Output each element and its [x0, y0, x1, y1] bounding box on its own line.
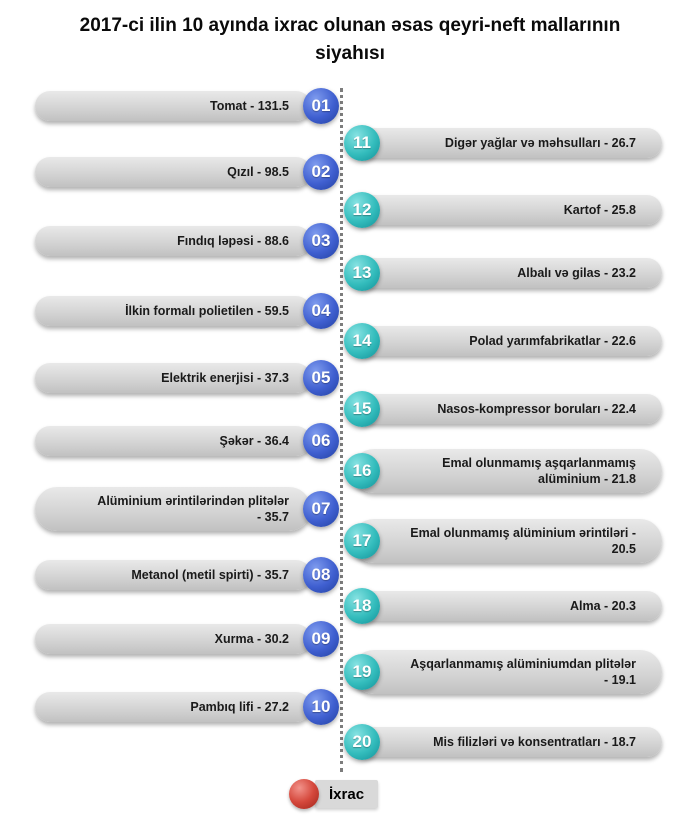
list-item — [352, 591, 662, 621]
item-label: Polad yarımfabrikatlar - 22.6 — [469, 333, 636, 348]
list-item — [352, 519, 662, 563]
item-number-badge: 06 — [303, 423, 339, 459]
item-number-badge: 19 — [344, 654, 380, 690]
item-pill — [352, 394, 662, 424]
item-pill — [352, 128, 662, 158]
export-dot-icon — [289, 779, 319, 809]
item-label: Alma - 20.3 — [569, 598, 636, 613]
list-item — [352, 128, 662, 158]
item-label: Nasos-kompressor boruları - 22.4 — [437, 401, 636, 416]
item-label: Tomat - 131.5 — [210, 98, 289, 113]
list-item — [35, 692, 331, 722]
item-number-badge: 03 — [303, 223, 339, 259]
item-pill — [35, 487, 311, 531]
item-number-badge: 09 — [303, 621, 339, 657]
item-number-badge: 05 — [303, 360, 339, 396]
item-number-badge: 07 — [303, 491, 339, 527]
export-legend — [289, 779, 378, 809]
item-label: Emal olunmamış alüminium ərintiləri - 20.5 — [410, 525, 636, 556]
list-item — [352, 326, 662, 356]
item-pill — [352, 727, 662, 757]
item-pill — [35, 692, 311, 722]
list-item — [352, 449, 662, 493]
item-label: Mis filizləri və konsentratları - 18.7 — [433, 734, 636, 749]
item-pill — [35, 624, 311, 654]
item-number-badge: 20 — [344, 724, 380, 760]
item-number-badge: 14 — [344, 323, 380, 359]
item-pill — [35, 157, 311, 187]
item-number-badge: 12 — [344, 192, 380, 228]
item-number-badge: 13 — [344, 255, 380, 291]
list-item — [352, 727, 662, 757]
item-number-badge: 18 — [344, 588, 380, 624]
item-number-badge: 17 — [344, 523, 380, 559]
timeline-dotted-line — [340, 88, 343, 772]
item-label: Aşqarlanmamış alüminiumdan plitələr - 19.1 — [410, 656, 636, 687]
item-pill — [35, 91, 311, 121]
item-number-badge: 04 — [303, 293, 339, 329]
item-label: Digər yağlar və məhsulları - 26.7 — [444, 135, 636, 150]
export-label-box — [315, 780, 378, 808]
item-label: Pambıq lifi - 27.2 — [190, 699, 289, 714]
list-item — [35, 624, 331, 654]
list-item — [35, 426, 331, 456]
item-label: Emal olunmamış aşqarlanmamış alüminium - 21.8 — [442, 455, 636, 486]
list-item — [352, 195, 662, 225]
item-label: Fındıq ləpəsi - 88.6 — [177, 233, 289, 248]
item-pill — [352, 519, 662, 563]
item-pill — [352, 449, 662, 493]
item-pill — [35, 296, 311, 326]
item-pill — [35, 363, 311, 393]
item-pill — [352, 650, 662, 694]
item-number-badge: 10 — [303, 689, 339, 725]
item-pill — [352, 591, 662, 621]
item-pill — [352, 195, 662, 225]
item-label: Şəkər - 36.4 — [219, 433, 289, 448]
list-item — [35, 560, 331, 590]
item-number-badge: 01 — [303, 88, 339, 124]
list-item — [35, 487, 331, 531]
list-item — [35, 363, 331, 393]
item-pill — [35, 426, 311, 456]
item-label: Xurma - 30.2 — [214, 631, 289, 646]
item-pill — [352, 258, 662, 288]
list-item — [352, 258, 662, 288]
item-label: İlkin formalı polietilen - 59.5 — [125, 303, 289, 318]
item-pill — [352, 326, 662, 356]
list-item — [35, 157, 331, 187]
item-label: Kartof - 25.8 — [563, 202, 636, 217]
item-label: Albalı və gilas - 23.2 — [517, 265, 636, 280]
list-item — [35, 91, 331, 121]
page-title: 2017-ci ilin 10 ayında ixrac olunan əsas qeyri-neft mallarının siyahısı — [79, 15, 621, 64]
item-label: Metanol (metil spirti) - 35.7 — [131, 567, 289, 582]
item-number-badge: 08 — [303, 557, 339, 593]
item-pill — [35, 226, 311, 256]
list-item — [352, 650, 662, 694]
list-item — [352, 394, 662, 424]
list-item — [35, 226, 331, 256]
item-number-badge: 15 — [344, 391, 380, 427]
item-label: Alüminium ərintilərindən plitələr - 35.7 — [97, 493, 289, 524]
item-label: Qızıl - 98.5 — [227, 164, 289, 179]
export-label: İxrac — [329, 785, 365, 803]
item-number-badge: 02 — [303, 154, 339, 190]
item-label: Elektrik enerjisi - 37.3 — [161, 370, 289, 385]
item-pill — [35, 560, 311, 590]
list-item — [35, 296, 331, 326]
item-number-badge: 11 — [344, 125, 380, 161]
item-number-badge: 16 — [344, 453, 380, 489]
